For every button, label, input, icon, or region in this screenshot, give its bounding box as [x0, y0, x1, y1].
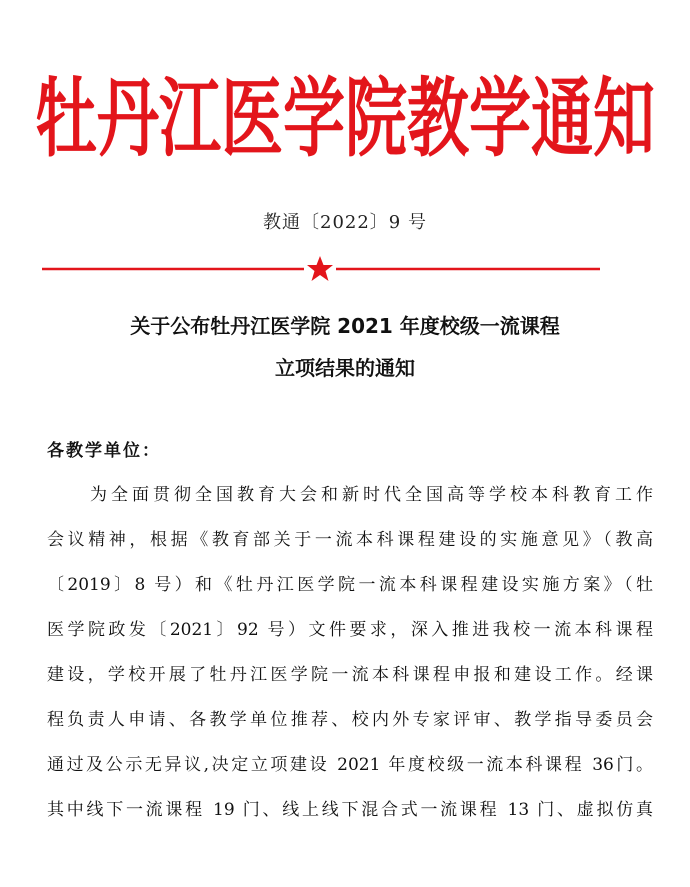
body-text-line: 程负责人申请、各教学单位推荐、校内外专家评审、教学指导委员会	[47, 710, 653, 730]
body-text-line: 通过及公示无异议,决定立项建设 2021 年度校级一流本科课程 36门。	[47, 755, 653, 775]
notice-title-line-2: 立项结果的通知	[275, 356, 415, 380]
star-icon	[307, 256, 333, 281]
salutation: 各教学单位：	[47, 441, 161, 461]
notice-title-line-1: 关于公布牡丹江医学院 2021 年度校级一流课程	[130, 314, 560, 338]
body-text-line: 为全面贯彻全国教育大会和新时代全国高等学校本科教育工作	[90, 485, 653, 505]
masthead-title: 牡丹江医学院教学通知	[34, 67, 655, 169]
body-text-line: 会议精神，根据《教育部关于一流本科课程建设的实施意见》（教高	[47, 530, 653, 550]
body-text-line: 建设，学校开展了牡丹江医学院一流本科课程申报和建设工作。经课	[47, 665, 653, 685]
body-text-line: 〔2019〕8 号）和《牡丹江医学院一流本科课程建设实施方案》（牡	[47, 575, 653, 595]
document-number: 教通〔2022〕9 号	[263, 212, 427, 233]
body-text-line: 医学院政发〔2021〕92 号）文件要求，深入推进我校一流本科课程	[47, 620, 653, 640]
body-text-line: 其中线下一流课程 19 门、线上线下混合式一流课程 13 门、虚拟仿真	[47, 800, 653, 820]
red-divider	[42, 254, 612, 284]
